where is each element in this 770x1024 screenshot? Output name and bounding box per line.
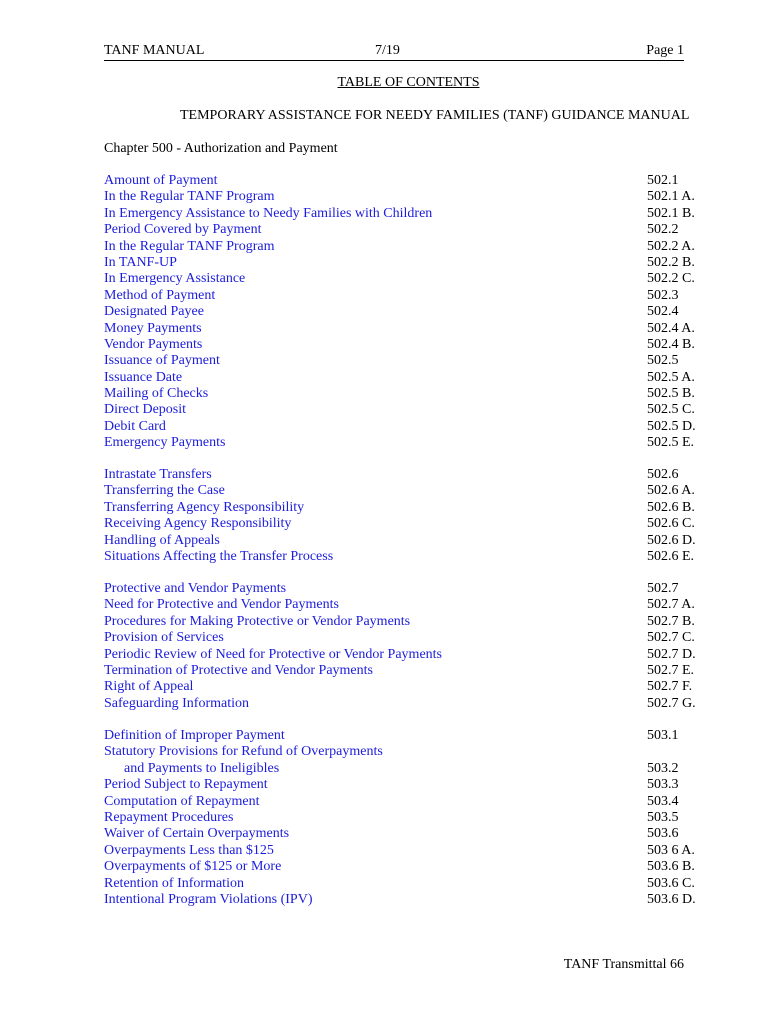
toc-entry[interactable] bbox=[104, 271, 704, 287]
toc-entry-link[interactable]: Retention of Information bbox=[104, 875, 244, 891]
toc-section-number: 502.7 G. bbox=[647, 695, 696, 711]
toc-entry-link[interactable]: Handling of Appeals bbox=[104, 532, 220, 548]
toc-entry[interactable] bbox=[104, 810, 704, 826]
toc-section-number: 502.7 C. bbox=[647, 630, 695, 646]
toc-entry[interactable] bbox=[104, 663, 704, 679]
toc-entry[interactable] bbox=[104, 761, 704, 777]
toc-entry-link[interactable]: Method of Payment bbox=[104, 287, 216, 303]
page-header bbox=[104, 42, 684, 61]
toc-entry-link[interactable]: Protective and Vendor Payments bbox=[104, 581, 287, 596]
toc-entry[interactable] bbox=[104, 435, 704, 451]
toc-entry-link[interactable]: Issuance Date bbox=[104, 369, 183, 385]
toc-entry-link[interactable]: In TANF-UP bbox=[104, 254, 177, 270]
toc-entry[interactable] bbox=[104, 597, 704, 613]
manual-subtitle: TEMPORARY ASSISTANCE FOR NEEDY FAMILIES (TANF) GUIDANCE MANUAL bbox=[180, 108, 690, 123]
toc-entry-link[interactable]: Periodic Review of Need for Protective or Vendor Payments bbox=[104, 646, 442, 662]
toc-section-number: 503.5 bbox=[647, 809, 679, 825]
toc-entry-link[interactable]: In Emergency Assistance to Needy Families with Children bbox=[104, 205, 433, 221]
toc-section-number: 503.2 bbox=[647, 760, 679, 776]
toc-entry-link[interactable]: Overpayments Less than $125 bbox=[104, 842, 274, 858]
toc-entry[interactable] bbox=[104, 173, 704, 189]
toc-entry[interactable] bbox=[104, 794, 704, 810]
toc-entry-link[interactable]: and Payments to Ineligibles bbox=[124, 760, 280, 776]
toc-entry[interactable] bbox=[104, 581, 704, 597]
toc-section-number: 502.3 bbox=[647, 287, 679, 303]
toc-entry[interactable] bbox=[104, 630, 704, 646]
toc-entry-link[interactable]: Designated Payee bbox=[104, 304, 204, 320]
toc-entry[interactable] bbox=[104, 189, 704, 205]
toc-section-number: 502.2 C. bbox=[647, 271, 695, 287]
toc-section-number: 502.5 bbox=[647, 353, 679, 369]
toc-entry-link[interactable]: Statutory Provisions for Refund of Overpayments bbox=[104, 744, 383, 760]
toc-entry[interactable] bbox=[104, 696, 704, 712]
toc-entry[interactable] bbox=[104, 288, 704, 304]
toc-entry[interactable] bbox=[104, 647, 704, 663]
toc-entry-link[interactable]: Safeguarding Information bbox=[104, 695, 250, 711]
toc-section-number: 503 6 A. bbox=[647, 842, 695, 858]
toc-section bbox=[104, 728, 704, 908]
toc-entry[interactable] bbox=[104, 370, 704, 386]
toc-entry[interactable] bbox=[104, 614, 704, 630]
toc-entry[interactable] bbox=[104, 500, 704, 516]
toc-entry[interactable] bbox=[104, 304, 704, 320]
toc-entry-link[interactable]: Transferring the Case bbox=[104, 483, 225, 499]
toc-entry-link[interactable]: Debit Card bbox=[104, 418, 166, 434]
toc-entry[interactable] bbox=[104, 467, 704, 483]
toc-entry-link[interactable]: Termination of Protective and Vendor Payments bbox=[104, 662, 373, 678]
toc-section-number: 502.4 B. bbox=[647, 336, 695, 352]
toc-entry-link[interactable]: Repayment Procedures bbox=[104, 809, 234, 825]
toc-entry-link[interactable]: Overpayments of $125 or More bbox=[104, 859, 282, 875]
toc-section-number: 502.7 D. bbox=[647, 646, 696, 662]
toc-entry[interactable] bbox=[104, 744, 704, 760]
toc-entry-link[interactable]: In the Regular TANF Program bbox=[104, 238, 275, 254]
toc-entry[interactable] bbox=[104, 337, 704, 353]
toc-entry-link[interactable]: Transferring Agency Responsibility bbox=[104, 499, 305, 515]
toc-section-number: 502.7 bbox=[647, 581, 679, 596]
toc-entry-link[interactable]: Vendor Payments bbox=[104, 336, 203, 352]
toc-entry-link[interactable]: Receiving Agency Responsibility bbox=[104, 516, 292, 532]
toc-section-number: 502.4 A. bbox=[647, 320, 695, 336]
toc-entry-link[interactable]: Situations Affecting the Transfer Process bbox=[104, 548, 334, 564]
toc-section bbox=[104, 173, 704, 452]
toc-section-number: 502.4 bbox=[647, 304, 679, 320]
toc-section-number: 502.7 B. bbox=[647, 613, 695, 629]
toc-entry-link[interactable]: Procedures for Making Protective or Vendor Payments bbox=[104, 613, 411, 629]
toc-section-number: 502.1 bbox=[647, 173, 679, 188]
toc-section-number: 502.7 F. bbox=[647, 679, 693, 695]
header-date: 7/19 bbox=[375, 43, 400, 58]
toc-section-number: 502.6 A. bbox=[647, 483, 695, 499]
toc-section-number: 502.2 A. bbox=[647, 238, 695, 254]
toc-section-number: 502.2 bbox=[647, 222, 679, 238]
toc-heading: TABLE OF CONTENTS bbox=[337, 75, 480, 90]
toc-section-number: 503.6 bbox=[647, 826, 679, 842]
toc-section-number: 503.6 D. bbox=[647, 891, 696, 907]
toc-section-number: 502.7 E. bbox=[647, 662, 695, 678]
toc-entry[interactable] bbox=[104, 679, 704, 695]
toc-entry-link[interactable]: Direct Deposit bbox=[104, 402, 187, 418]
toc-entry-link[interactable]: Waiver of Certain Overpayments bbox=[104, 826, 290, 842]
toc-section-number: 502.5 B. bbox=[647, 386, 695, 402]
toc-entry-link[interactable]: Emergency Payments bbox=[104, 435, 226, 451]
toc-section-number: 503.4 bbox=[647, 793, 679, 809]
toc-section-number: 502.5 D. bbox=[647, 418, 696, 434]
toc-section-number: 502.2 B. bbox=[647, 254, 695, 270]
toc-section-number: 502.6 D. bbox=[647, 532, 696, 548]
toc-section-number: 502.6 C. bbox=[647, 516, 695, 532]
toc-entry-link[interactable]: Amount of Payment bbox=[104, 173, 218, 188]
toc-heading-wrapper bbox=[0, 74, 770, 92]
toc-section-number: 502.1 A. bbox=[647, 189, 695, 205]
toc-entry-link[interactable]: Period Subject to Repayment bbox=[104, 777, 268, 793]
toc-entry-link[interactable]: Provision of Services bbox=[104, 630, 224, 646]
toc-entry[interactable] bbox=[104, 402, 704, 418]
toc-entry-link[interactable]: In the Regular TANF Program bbox=[104, 189, 275, 205]
toc-section-number: 503.6 B. bbox=[647, 859, 695, 875]
toc-entry-link[interactable]: Intentional Program Violations (IPV) bbox=[104, 891, 313, 907]
toc-entry[interactable] bbox=[104, 206, 704, 222]
page-number: Page 1 bbox=[646, 43, 684, 58]
toc-entry-link[interactable]: Period Covered by Payment bbox=[104, 222, 262, 238]
toc-section-number: 502.6 B. bbox=[647, 499, 695, 515]
chapter-heading: Chapter 500 - Authorization and Payment bbox=[104, 141, 338, 156]
toc-entry-link[interactable]: Mailing of Checks bbox=[104, 386, 209, 402]
toc-entry[interactable] bbox=[104, 483, 704, 499]
toc-section bbox=[104, 581, 704, 712]
toc-entry-link[interactable]: Issuance of Payment bbox=[104, 353, 220, 369]
toc-entry[interactable] bbox=[104, 728, 704, 744]
toc-entry[interactable] bbox=[104, 222, 704, 238]
toc-section-number: 503.6 C. bbox=[647, 875, 695, 891]
toc-entry-link[interactable]: Computation of Repayment bbox=[104, 793, 260, 809]
toc-entry[interactable] bbox=[104, 549, 704, 565]
toc-entry[interactable] bbox=[104, 533, 704, 549]
toc-entry[interactable] bbox=[104, 892, 704, 908]
manual-name: TANF MANUAL bbox=[104, 43, 205, 58]
toc-entry[interactable] bbox=[104, 386, 704, 402]
toc-section-number: 502.5 C. bbox=[647, 402, 695, 418]
toc-entry[interactable] bbox=[104, 826, 704, 842]
transmittal-footer: TANF Transmittal 66 bbox=[563, 957, 684, 972]
toc-section bbox=[104, 467, 704, 565]
toc-entry-link[interactable]: Money Payments bbox=[104, 320, 202, 336]
toc-entry[interactable] bbox=[104, 255, 704, 271]
toc-entry[interactable] bbox=[104, 843, 704, 859]
toc-entry[interactable] bbox=[104, 777, 704, 793]
toc-entry-link[interactable]: In Emergency Assistance bbox=[104, 271, 246, 287]
toc-entry-link[interactable]: Right of Appeal bbox=[104, 679, 194, 695]
toc-entry[interactable] bbox=[104, 876, 704, 892]
toc-section-number: 503.3 bbox=[647, 777, 679, 793]
toc-entry[interactable] bbox=[104, 516, 704, 532]
toc-entry[interactable] bbox=[104, 353, 704, 369]
toc-section-number: 503.1 bbox=[647, 728, 679, 743]
toc-entry[interactable] bbox=[104, 239, 704, 255]
toc-section-number: 502.1 B. bbox=[647, 205, 695, 221]
toc-entry-link[interactable]: Definition of Improper Payment bbox=[104, 728, 285, 743]
toc-section-number: 502.5 A. bbox=[647, 369, 695, 385]
toc-section-number: 502.7 A. bbox=[647, 597, 695, 613]
toc-section-number: 502.5 E. bbox=[647, 435, 695, 451]
toc-entry[interactable] bbox=[104, 859, 704, 875]
toc-entry-link[interactable]: Intrastate Transfers bbox=[104, 467, 212, 482]
toc-section-number: 502.6 E. bbox=[647, 548, 695, 564]
toc-entry[interactable] bbox=[104, 321, 704, 337]
toc-section-number: 502.6 bbox=[647, 467, 679, 482]
toc-entry-link[interactable]: Need for Protective and Vendor Payments bbox=[104, 597, 339, 613]
toc-entry[interactable] bbox=[104, 419, 704, 435]
